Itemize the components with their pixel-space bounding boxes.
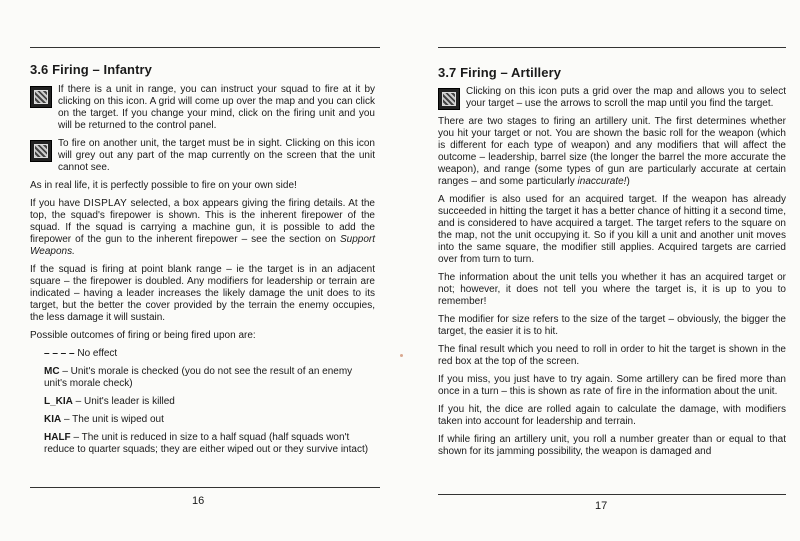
- outcome-desc: – Unit's morale is checked (you do not see the result of an enemy unit's morale check): [44, 366, 353, 389]
- list-item: [44, 348, 375, 360]
- target-grid-icon: [438, 88, 460, 110]
- list-item: [44, 366, 375, 390]
- paragraph: A modifier is also used for an acquired target. If the weapon has already succeeded in hitting the target it has a better chance of hitting it a second time, and is considered to have acquired a target. The target refers to the square on the map, not the unit occupying it. So if you kill a unit and another unit moves into the same square, the modifier still applies. Acquired targets are carried over from turn to turn.: [438, 194, 786, 265]
- text-run: If you miss, you just have to try again. Some artillery can be fired more than once in a turn – this is shown as: [438, 374, 786, 397]
- paragraph: To fire on another unit, the target must be in sight. Clicking on this icon will grey out any part of the map currently on the screen that the unit cannot see.: [58, 138, 375, 173]
- section-reference: Support Weapons.: [30, 234, 375, 257]
- print-speck: [400, 354, 403, 357]
- text-run: selected, a box appears giving the firing details. At the top, the squad's firepower is shown. This is the inherent firepower of the squad. If the squad is carrying a machine gun, it is possible to add the firepower of the gun to the inherent firepower – see the section on: [30, 198, 375, 245]
- outcome-desc: – Unit's leader is killed: [72, 396, 175, 407]
- list-item: [44, 396, 375, 408]
- top-rule: [30, 47, 380, 48]
- icon-paragraph: [30, 138, 375, 174]
- outcome-term: L_KIA: [44, 396, 73, 407]
- outcome-term: – – – –: [44, 348, 75, 359]
- top-rule: [438, 47, 786, 48]
- outcome-desc: – The unit is reduced in size to a half squad (half squads won't reduce to quarter squads; they are either wiped out or they survive intact): [44, 432, 369, 455]
- bottom-rule: [438, 494, 786, 495]
- paragraph: Possible outcomes of firing or being fired upon are:: [30, 330, 256, 341]
- icon-paragraph: [438, 86, 786, 110]
- rate-of-fire-term: rate of fire: [583, 386, 632, 397]
- emphasis: inaccurate!: [577, 176, 627, 187]
- outcome-list: [44, 348, 375, 456]
- paragraph: [438, 374, 786, 398]
- outcome-desc: – The unit is wiped out: [61, 414, 164, 425]
- paragraph: If you hit, the dice are rolled again to calculate the damage, with modifiers taken into account for leadership and terrain.: [438, 404, 786, 427]
- page-number: 17: [595, 500, 608, 512]
- paragraph: The modifier for size refers to the size of the target – obviously, the bigger the target, the easier it is to hit.: [438, 314, 786, 337]
- section-title: 3.7 Firing – Artillery: [438, 65, 562, 80]
- paragraph: As in real life, it is perfectly possible to fire on your own side!: [30, 180, 297, 191]
- text-run: ): [626, 176, 630, 187]
- list-item: [44, 432, 375, 456]
- text-run: There are two stages to firing an artillery unit. The first determines whether you hit your target or not. You are shown the basic roll for the weapon (which is different for each type of weapon) and any modifiers that will affect the outcome – leadership, barrel size (the longer the barrel the more accurate the weapon), and range (some types of gun are particularly accurate at certain ranges – and some particularly: [438, 116, 786, 187]
- outcome-term: MC: [44, 366, 60, 377]
- section-body: [30, 84, 375, 462]
- text-run: in the information about the unit.: [631, 386, 778, 397]
- list-item: [44, 414, 375, 426]
- display-keyword: DISPLAY: [83, 198, 128, 209]
- bottom-rule: [30, 487, 380, 488]
- paragraph: The final result which you need to roll in order to hit the target is shown in the red box at the top of the screen.: [438, 344, 786, 367]
- icon-paragraph: [30, 84, 375, 132]
- paragraph: If while firing an artillery unit, you roll a number greater than or equal to that shown for its jamming possibility, the weapon is damaged and: [438, 434, 786, 457]
- paragraph: If there is a unit in range, you can instruct your squad to fire at it by clicking on this icon. A grid will come up over the map and you can click on the target. If you change your mind, click on the firing unit and you will be returned to the control panel.: [58, 84, 375, 131]
- paragraph: [438, 116, 786, 188]
- line-of-sight-icon: [30, 140, 52, 162]
- paragraph: If the squad is firing at point blank range – ie the target is in an adjacent square – the firepower is doubled. Any modifiers for leadership or terrain are indicated – having a leader increases the likely damage the unit does to its target, but the better the cover provided by the terrain the enemy occupies, the less damage it will sustain.: [30, 264, 375, 323]
- outcome-term: KIA: [44, 414, 62, 425]
- paragraph: [30, 198, 375, 258]
- fire-icon: [30, 86, 52, 108]
- right-page: [405, 0, 800, 541]
- page-number: 16: [192, 495, 205, 507]
- paragraph: The information about the unit tells you whether it has an acquired target or not; however, it does not tell you where the target is, it is up to you to remember!: [438, 272, 786, 307]
- paragraph: Clicking on this icon puts a grid over the map and allows you to select your target – use the arrows to scroll the map until you find the target.: [466, 86, 786, 109]
- outcome-term: HALF: [44, 432, 71, 443]
- text-run: If you have: [30, 198, 84, 209]
- outcome-desc: No effect: [74, 348, 118, 359]
- section-title: 3.6 Firing – Infantry: [30, 62, 153, 77]
- section-body: [438, 86, 786, 464]
